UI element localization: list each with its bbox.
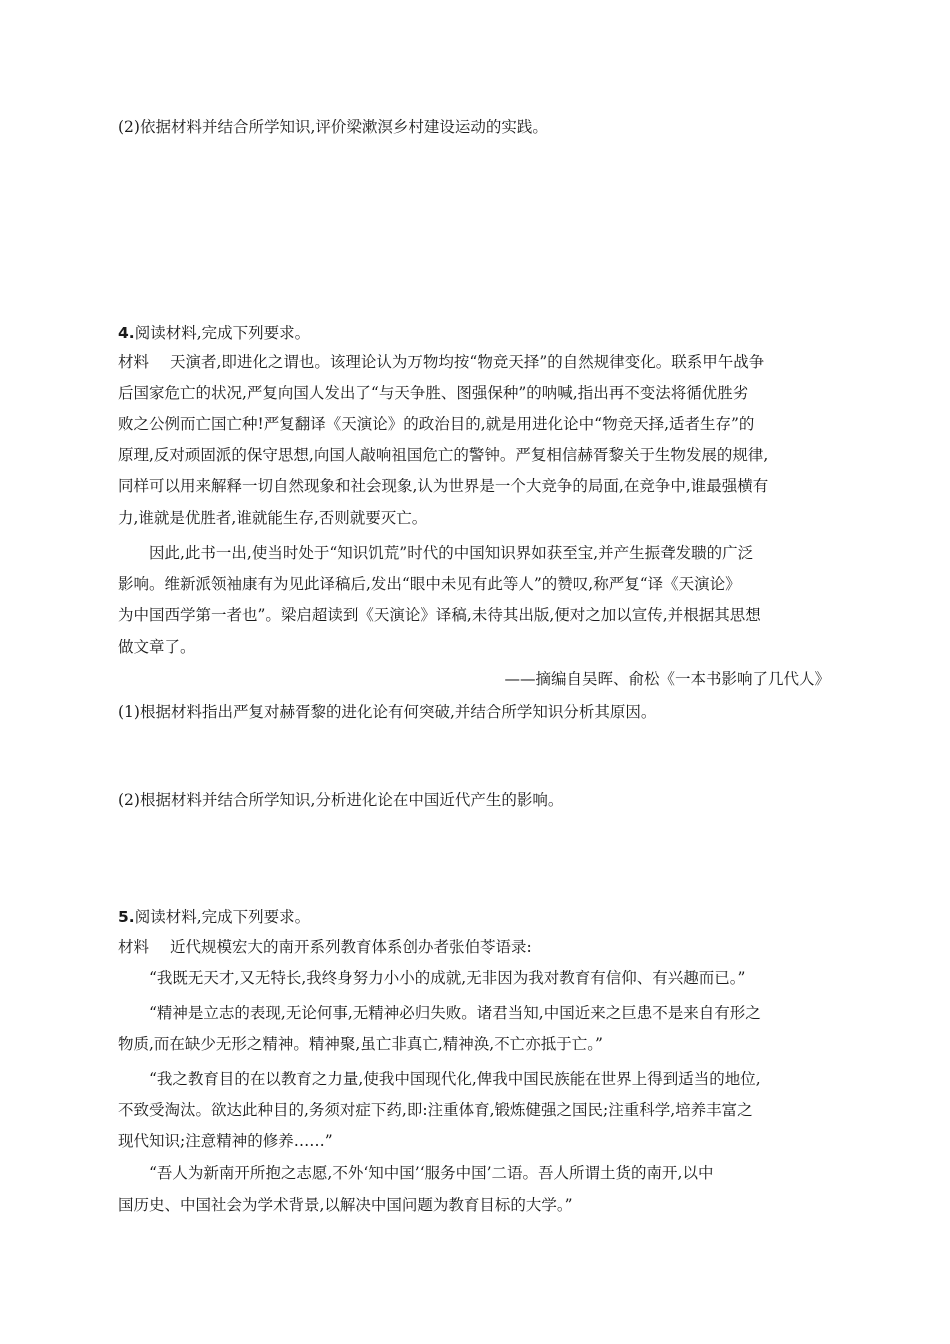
- document-page: [118, 0, 830, 1344]
- q4-source-citation: ——摘编自吴晖、俞松《一本书影响了几代人》: [504, 670, 830, 688]
- q4-sub-question-2: (2)根据材料并结合所学知识,分析进化论在中国近代产生的影响。: [118, 791, 564, 809]
- q5-quote-2-line-2: 物质,而在缺少无形之精神。精神聚,虽亡非真亡,精神涣,不亡亦抵于亡。”: [118, 1035, 603, 1053]
- q4-paragraph-2-line-4: 做文章了。: [118, 638, 196, 656]
- q4-material-line-5: 同样可以用来解释一切自然现象和社会现象,认为世界是一个大竞争的局面,在竞争中,谁最强横有: [118, 477, 769, 495]
- q5-quote-4-line-1: “吾人为新南开所抱之志愿,不外‘知中国’‘服务中国’二语。吾人所谓土货的南开,以中: [149, 1164, 714, 1182]
- q5-header: [118, 907, 310, 927]
- q4-material-line-1: 材料 天演者,即进化之谓也。该理论认为万物均按“物竞天择”的自然规律变化。联系甲午战争: [118, 353, 765, 371]
- q4-material-label: 材料: [118, 353, 150, 371]
- q5-quote-3-line-3: 现代知识;注意精神的修养……”: [118, 1132, 333, 1150]
- q4-material-line-6: 力,谁就是优胜者,谁就能生存,否则就要灭亡。: [118, 509, 428, 527]
- q4-paragraph-2-line-2: 影响。维新派领袖康有为见此译稿后,发出“眼中未见有此等人”的赞叹,称严复“译《天演论》: [118, 575, 741, 593]
- q4-number: 4.: [118, 324, 135, 342]
- q4-material-line-2: 后国家危亡的状况,严复向国人发出了“与天争胜、图强保种”的呐喊,指出再不变法将循优胜劣: [118, 384, 749, 402]
- q5-number: 5.: [118, 908, 135, 926]
- q4-material-line-3: 败之公例而亡国亡种!严复翻译《天演论》的政治目的,就是用进化论中“物竞天择,适者生存”的: [118, 415, 755, 433]
- q5-quote-2-line-1: “精神是立志的表现,无论何事,无精神必归失败。诸君当知,中国近来之巨患不是来自有形之: [149, 1004, 761, 1022]
- q4-instruction: 阅读材料,完成下列要求。: [134, 324, 311, 342]
- q5-quote-4-line-2: 国历史、中国社会为学术背景,以解决中国问题为教育目标的大学。”: [118, 1196, 573, 1214]
- q4-paragraph-2-line-3: 为中国西学第一者也”。梁启超读到《天演论》译稿,未待其出版,便对之加以宣传,并根据其思想: [118, 606, 761, 624]
- q5-material-intro: 材料 近代规模宏大的南开系列教育体系创办者张伯苓语录:: [118, 938, 532, 956]
- q5-quote-3-line-2: 不致受淘汰。欲达此种目的,务须对症下药,即:注重体育,锻炼健强之国民;注重科学,培养丰富之: [118, 1101, 753, 1119]
- q5-quote-3-line-1: “我之教育目的在以教育之力量,使我中国现代化,俾我中国民族能在世界上得到适当的地位,: [149, 1070, 761, 1088]
- q4-sub-question-1: (1)根据材料指出严复对赫胥黎的进化论有何突破,并结合所学知识分析其原因。: [118, 703, 657, 721]
- q4-header: [118, 323, 310, 343]
- q4-material-line-4: 原理,反对顽固派的保守思想,向国人敲响祖国危亡的警钟。严复相信赫胥黎关于生物发展的规律,: [118, 446, 769, 464]
- q3-sub-question-2: (2)依据材料并结合所学知识,评价梁漱溟乡村建设运动的实践。: [118, 118, 548, 136]
- q4-paragraph-2-line-1: 因此,此书一出,使当时处于“知识饥荒”时代的中国知识界如获至宝,并产生振聋发聩的广泛: [149, 544, 754, 562]
- q5-instruction: 阅读材料,完成下列要求。: [134, 908, 311, 926]
- q5-quote-1-line-1: “我既无天才,又无特长,我终身努力小小的成就,无非因为我对教育有信仰、有兴趣而已。”: [149, 969, 746, 987]
- q5-material-label: 材料: [118, 938, 150, 956]
